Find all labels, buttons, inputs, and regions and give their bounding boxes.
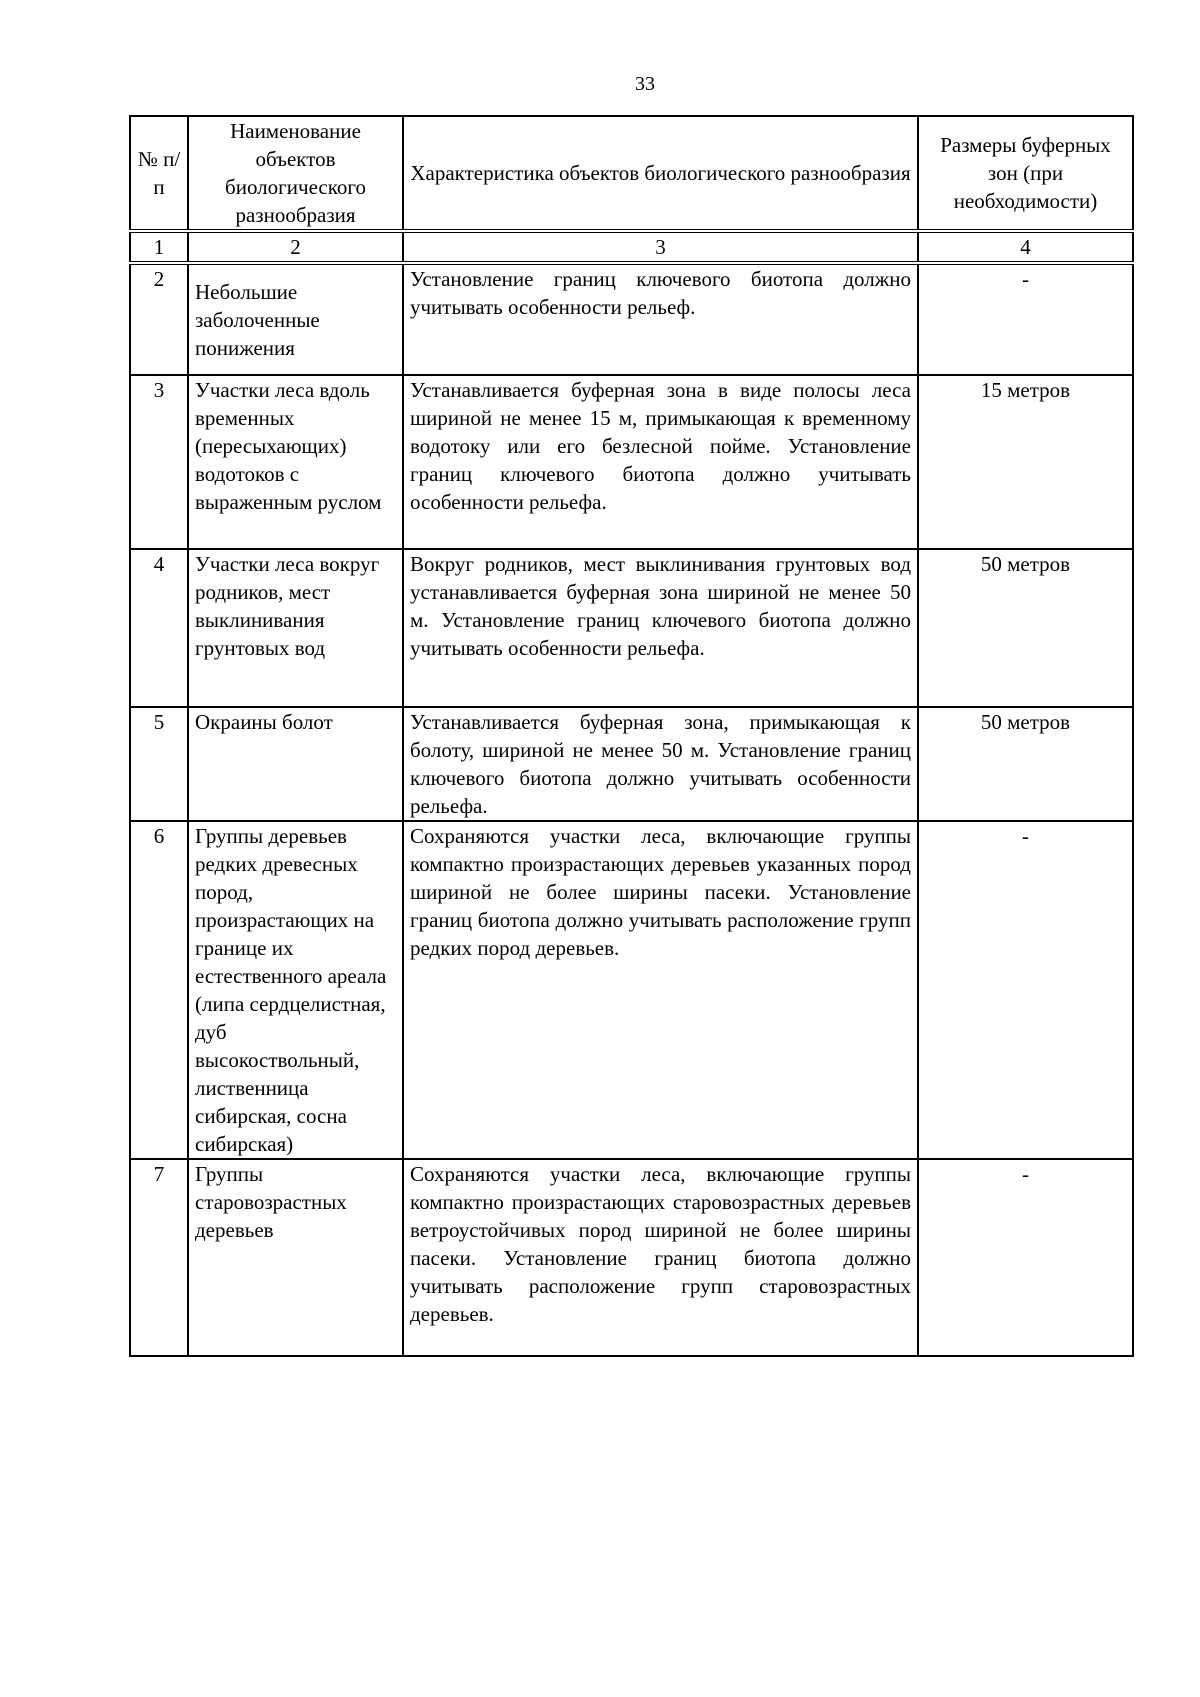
object-name: Окраины болот [188, 707, 403, 821]
row-number: 4 [130, 549, 188, 707]
header-name: Наименование объектов биологического разнообразия [188, 116, 403, 231]
buffer-size: - [918, 821, 1133, 1159]
row-number: 5 [130, 707, 188, 821]
buffer-size: 15 метров [918, 375, 1133, 549]
table-row [130, 375, 1133, 549]
buffer-size: - [918, 1159, 1133, 1356]
column-number-row [130, 231, 1133, 263]
column-number: 1 [130, 231, 188, 263]
table-row [130, 549, 1133, 707]
object-name: Участки леса вокруг родников, мест выклинивания грунтовых вод [188, 549, 403, 707]
object-description: Установление границ ключевого биотопа должно учитывать особенности рельеф. [403, 263, 918, 375]
table-row [130, 263, 1133, 375]
row-number: 3 [130, 375, 188, 549]
object-description: Вокруг родников, мест выклинивания грунтовых вод устанавливается буферная зона шириной не менее 50 м. Установление границ ключевого биотопа должно учитывать особенности рельефа. [403, 549, 918, 707]
table-row [130, 1159, 1133, 1356]
header-num: № п/п [130, 116, 188, 231]
biodiversity-table [129, 115, 1134, 1357]
row-number: 7 [130, 1159, 188, 1356]
object-description: Сохраняются участки леса, включающие группы компактно произрастающих старовозрастных деревьев ветроустойчивых пород шириной не более ширины пасеки. Установление границ биотопа должно учитывать расположение групп старовозрастных деревьев. [403, 1159, 918, 1356]
object-name: Группы деревьев редких древесных пород, произрастающих на границе их естественного ареала (липа сердцелистная, дуб высокоствольный, лиственница сибирская, сосна сибирская) [188, 821, 403, 1159]
table-row [130, 707, 1133, 821]
column-number: 3 [403, 231, 918, 263]
object-name: Небольшие заболоченные понижения [188, 263, 403, 375]
object-description: Устанавливается буферная зона в виде полосы леса шириной не менее 15 м, примыкающая к временному водотоку или его безлесной пойме. Установление границ ключевого биотопа должно учитывать особенности рельефа. [403, 375, 918, 549]
header-desc: Характеристика объектов биологического разнообразия [403, 116, 918, 231]
object-name: Группы старовозрастных деревьев [188, 1159, 403, 1356]
header-size: Размеры буферных зон (при необходимости) [918, 116, 1133, 231]
object-name: Участки леса вдоль временных (пересыхающих) водотоков с выраженным руслом [188, 375, 403, 549]
column-number: 2 [188, 231, 403, 263]
page-number: 33 [635, 73, 655, 95]
object-description: Устанавливается буферная зона, примыкающая к болоту, шириной не менее 50 м. Установление границ ключевого биотопа должно учитывать особенности рельефа. [403, 707, 918, 821]
table-header-row [130, 116, 1133, 231]
row-number: 2 [130, 263, 188, 375]
object-description: Сохраняются участки леса, включающие группы компактно произрастающих деревьев указанных пород шириной не более ширины пасеки. Установление границ биотопа должно учитывать расположение групп редких пород деревьев. [403, 821, 918, 1159]
table-row [130, 821, 1133, 1159]
buffer-size: 50 метров [918, 549, 1133, 707]
column-number: 4 [918, 231, 1133, 263]
buffer-size: - [918, 263, 1133, 375]
row-number: 6 [130, 821, 188, 1159]
buffer-size: 50 метров [918, 707, 1133, 821]
